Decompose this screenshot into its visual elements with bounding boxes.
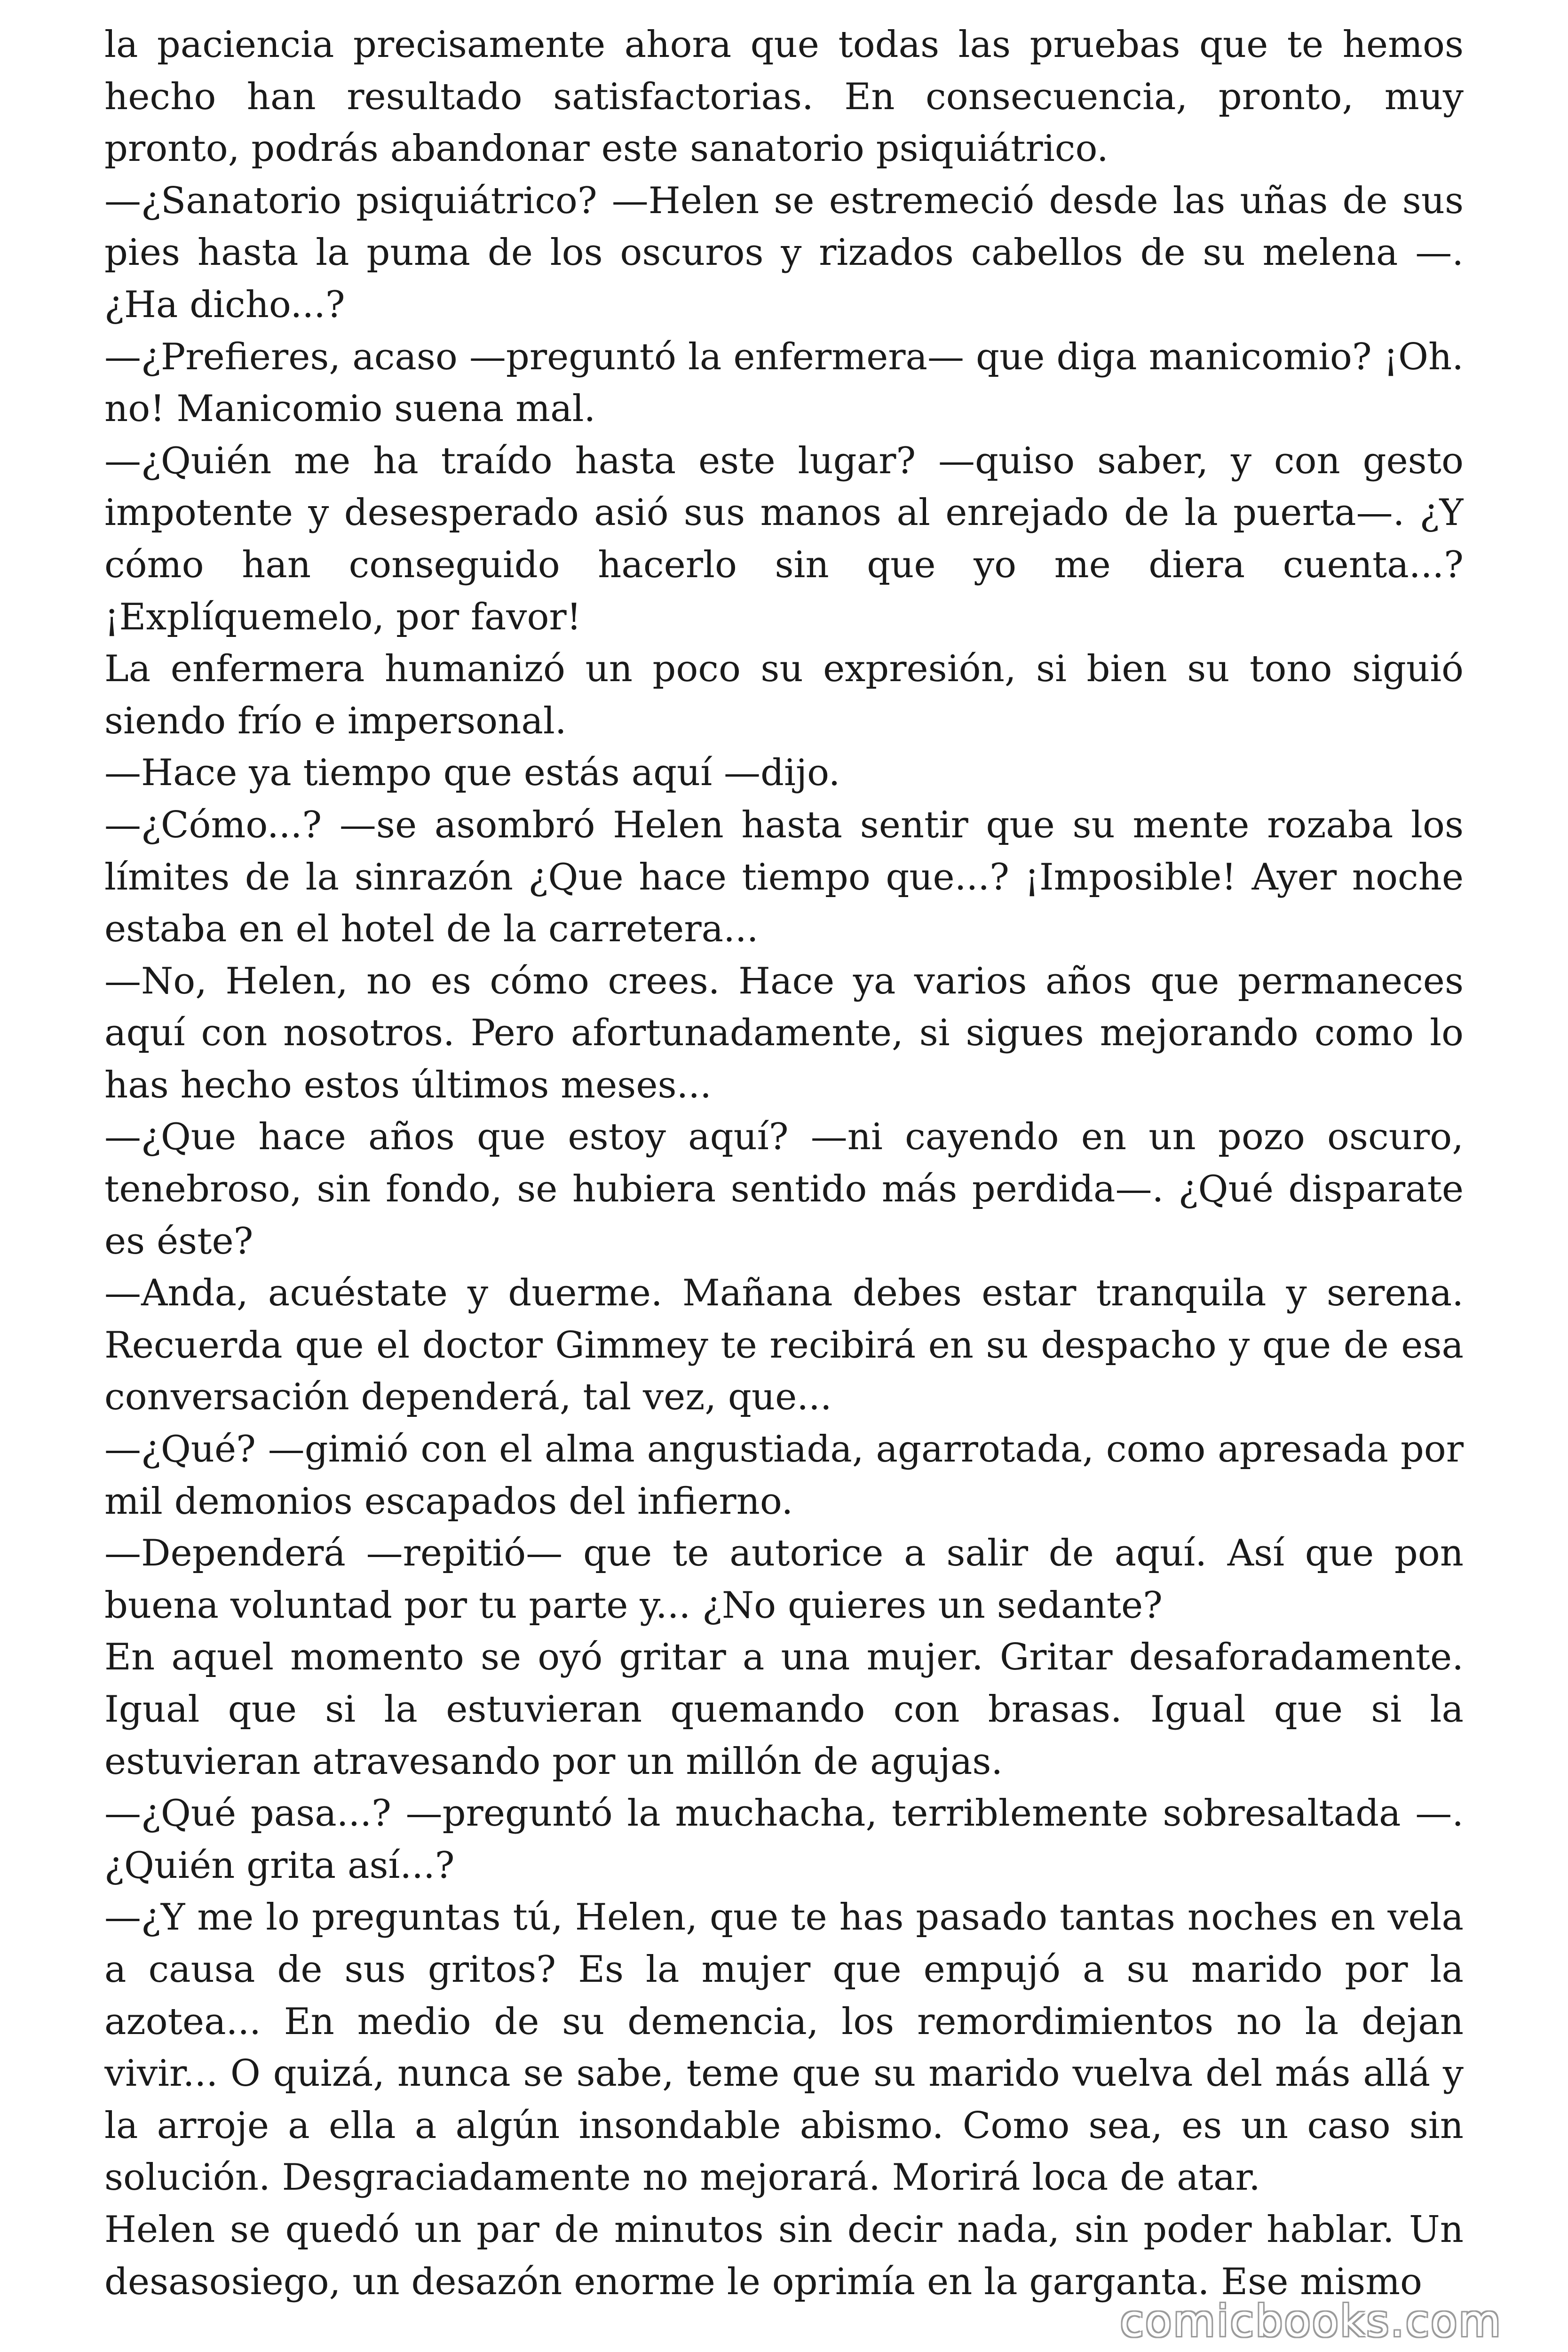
paragraph: —Dependerá —repitió— que te autorice a salir de aquí. Así que pon buena voluntad por tu parte y... ¿No quieres un sedante? [104, 1532, 1464, 1627]
paragraph: En aquel momento se oyó gritar a una mujer. Gritar desaforadamente. Igual que si la estuvieran quemando con brasas. Igual que si la estuvieran atravesando por un millón de agujas. [104, 1636, 1464, 1783]
paragraph: —¿Cómo...? —se asombró Helen hasta sentir que su mente rozaba los límites de la sinrazón ¿Que hace tiempo que...? ¡Imposible! Ayer noche estaba en el hotel de la carretera... [104, 803, 1464, 951]
paragraph: —¿Qué pasa...? —preguntó la muchacha, terriblemente sobresaltada —. ¿Quién grita así...? [104, 1792, 1464, 1887]
paragraph: la paciencia precisamente ahora que todas las pruebas que te hemos hecho han resultado satisfactorias. En consecuencia, pronto, muy pronto, podrás abandonar este sanatorio psiquiátrico. [104, 24, 1464, 170]
paragraph: —No, Helen, no es cómo crees. Hace ya varios años que permaneces aquí con nosotros. Pero afortunadamente, si sigues mejorando como lo has hecho estos últimos meses... [104, 960, 1464, 1106]
paragraph: —¿Prefieres, acaso —preguntó la enfermera— que diga manicomio? ¡Oh. no! Manicomio suena mal. [104, 335, 1464, 430]
paragraph: —¿Que hace años que estoy aquí? —ni cayendo en un pozo oscuro, tenebroso, sin fondo, se hubiera sentido más perdida—. ¿Qué disparate es éste? [104, 1116, 1464, 1263]
paragraph: —¿Quién me ha traído hasta este lugar? —quiso saber, y con gesto impotente y desesperado asió sus manos al enrejado de la puerta—. ¿Y cómo han conseguido hacerlo sin que yo me diera cuenta...? ¡Explíquemelo, por favor! [104, 439, 1464, 638]
page-text [104, 19, 1464, 2324]
paragraph: —Hace ya tiempo que estás aquí —dijo. [104, 752, 840, 795]
watermark: comicbooks.com [1120, 2296, 1502, 2346]
paragraph: La enfermera humanizó un poco su expresión, si bien su tono siguió siendo frío e impersonal. [104, 648, 1464, 742]
paragraph: Helen se quedó un par de minutos sin decir nada, sin poder hablar. Un desasosiego, un desazón enorme le oprimía en la garganta. Ese mismo [104, 2208, 1464, 2303]
paragraph: —¿Qué? —gimió con el alma angustiada, agarrotada, como apresada por mil demonios escapados del infierno. [104, 1428, 1464, 1523]
paragraph: —Anda, acuéstate y duerme. Mañana debes estar tranquila y serena. Recuerda que el doctor Gimmey te recibirá en su despacho y que de esa conversación dependerá, tal vez, que... [104, 1272, 1464, 1419]
paragraph: —¿Y me lo preguntas tú, Helen, que te has pasado tantas noches en vela a causa de sus gritos? Es la mujer que empujó a su marido por la azotea... En medio de su demencia, los remordimientos no la dejan vivir... O quizá, nunca se sabe, teme que su marido vuelva del más allá y la arroje a ella a algún insondable abismo. Como sea, es un caso sin solución. Desgraciadamente no mejorará. Morirá loca de atar. [104, 1896, 1464, 2199]
paragraph: —¿Sanatorio psiquiátrico? —Helen se estremeció desde las uñas de sus pies hasta la puma de los oscuros y rizados cabellos de su melena —. ¿Ha dicho...? [104, 179, 1464, 326]
